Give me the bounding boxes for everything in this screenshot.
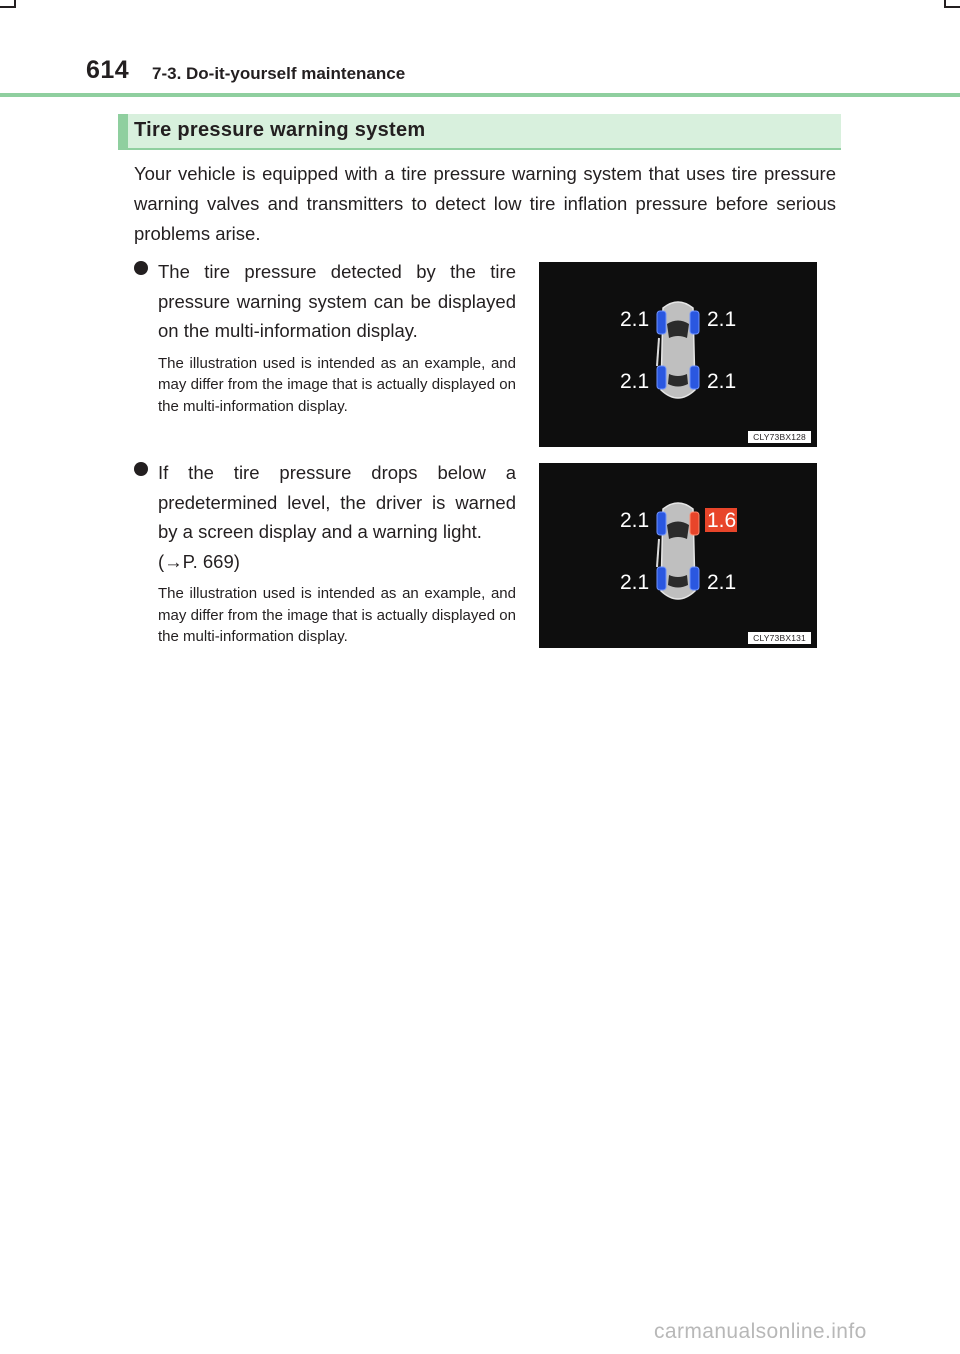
bullet-icon [134, 261, 148, 275]
watermark-text: carmanualsonline.info [654, 1320, 867, 1343]
pressure-rear-left: 2.1 [620, 571, 650, 594]
bullet-text-body: If the tire pressure drops below a predetermined level, the driver is warned by a screen display and a warning light. [158, 462, 516, 542]
tire-pressure-display-figure-normal [539, 262, 817, 447]
tire-rear-left-icon [657, 366, 666, 389]
tire-front-left-icon [657, 311, 666, 334]
bullet-item-warning [134, 458, 516, 648]
pressure-front-right: 2.1 [707, 308, 737, 331]
bullet-text [158, 458, 516, 576]
bullet-icon [134, 462, 148, 476]
crop-mark-top-right-h [945, 6, 960, 8]
section-title: Tire pressure warning system [134, 119, 426, 141]
tire-rear-right-icon [690, 366, 699, 389]
tire-front-right-icon [690, 311, 699, 334]
pressure-rear-left: 2.1 [620, 370, 650, 393]
tire-pressure-display-figure-warning [539, 463, 817, 648]
tire-front-left-icon [657, 512, 666, 535]
header-rule [0, 93, 960, 97]
intro-paragraph: Your vehicle is equipped with a tire pressure warning system that uses tire pressure warning valves and transmitters to detect low tire inflation pressure before serious problems arise. [134, 163, 836, 244]
figure-code: CLY73BX131 [748, 632, 811, 644]
tire-front-right-warning-icon [690, 512, 699, 535]
illustration-note: The illustration used is intended as an example, and may differ from the image that is actually displayed on the multi-information display. [158, 585, 516, 645]
page-number: 614 [86, 56, 130, 84]
pressure-rear-right: 2.1 [707, 571, 737, 594]
pressure-front-left: 2.1 [620, 509, 650, 532]
bullet-item-display [134, 257, 516, 417]
page-reference-link[interactable]: (→P. 669) [158, 550, 240, 572]
bullet-text: The tire pressure detected by the tire pressure warning system can be displayed on the multi-information display. [158, 261, 516, 341]
chapter-title: 7-3. Do-it-yourself maintenance [152, 64, 406, 83]
pressure-front-right-warning: 1.6 [707, 509, 737, 532]
illustration-note: The illustration used is intended as an example, and may differ from the image that is actually displayed on the multi-information display. [158, 354, 516, 415]
crop-mark-top-left-h [0, 6, 15, 8]
figure-code: CLY73BX128 [748, 431, 811, 443]
tire-rear-right-icon [690, 567, 699, 590]
car-top-view-icon [539, 262, 817, 447]
car-top-view-icon [539, 463, 817, 648]
tire-rear-left-icon [657, 567, 666, 590]
pressure-rear-right: 2.1 [707, 370, 737, 393]
section-heading-accent [118, 114, 128, 148]
pressure-front-left: 2.1 [620, 308, 650, 331]
